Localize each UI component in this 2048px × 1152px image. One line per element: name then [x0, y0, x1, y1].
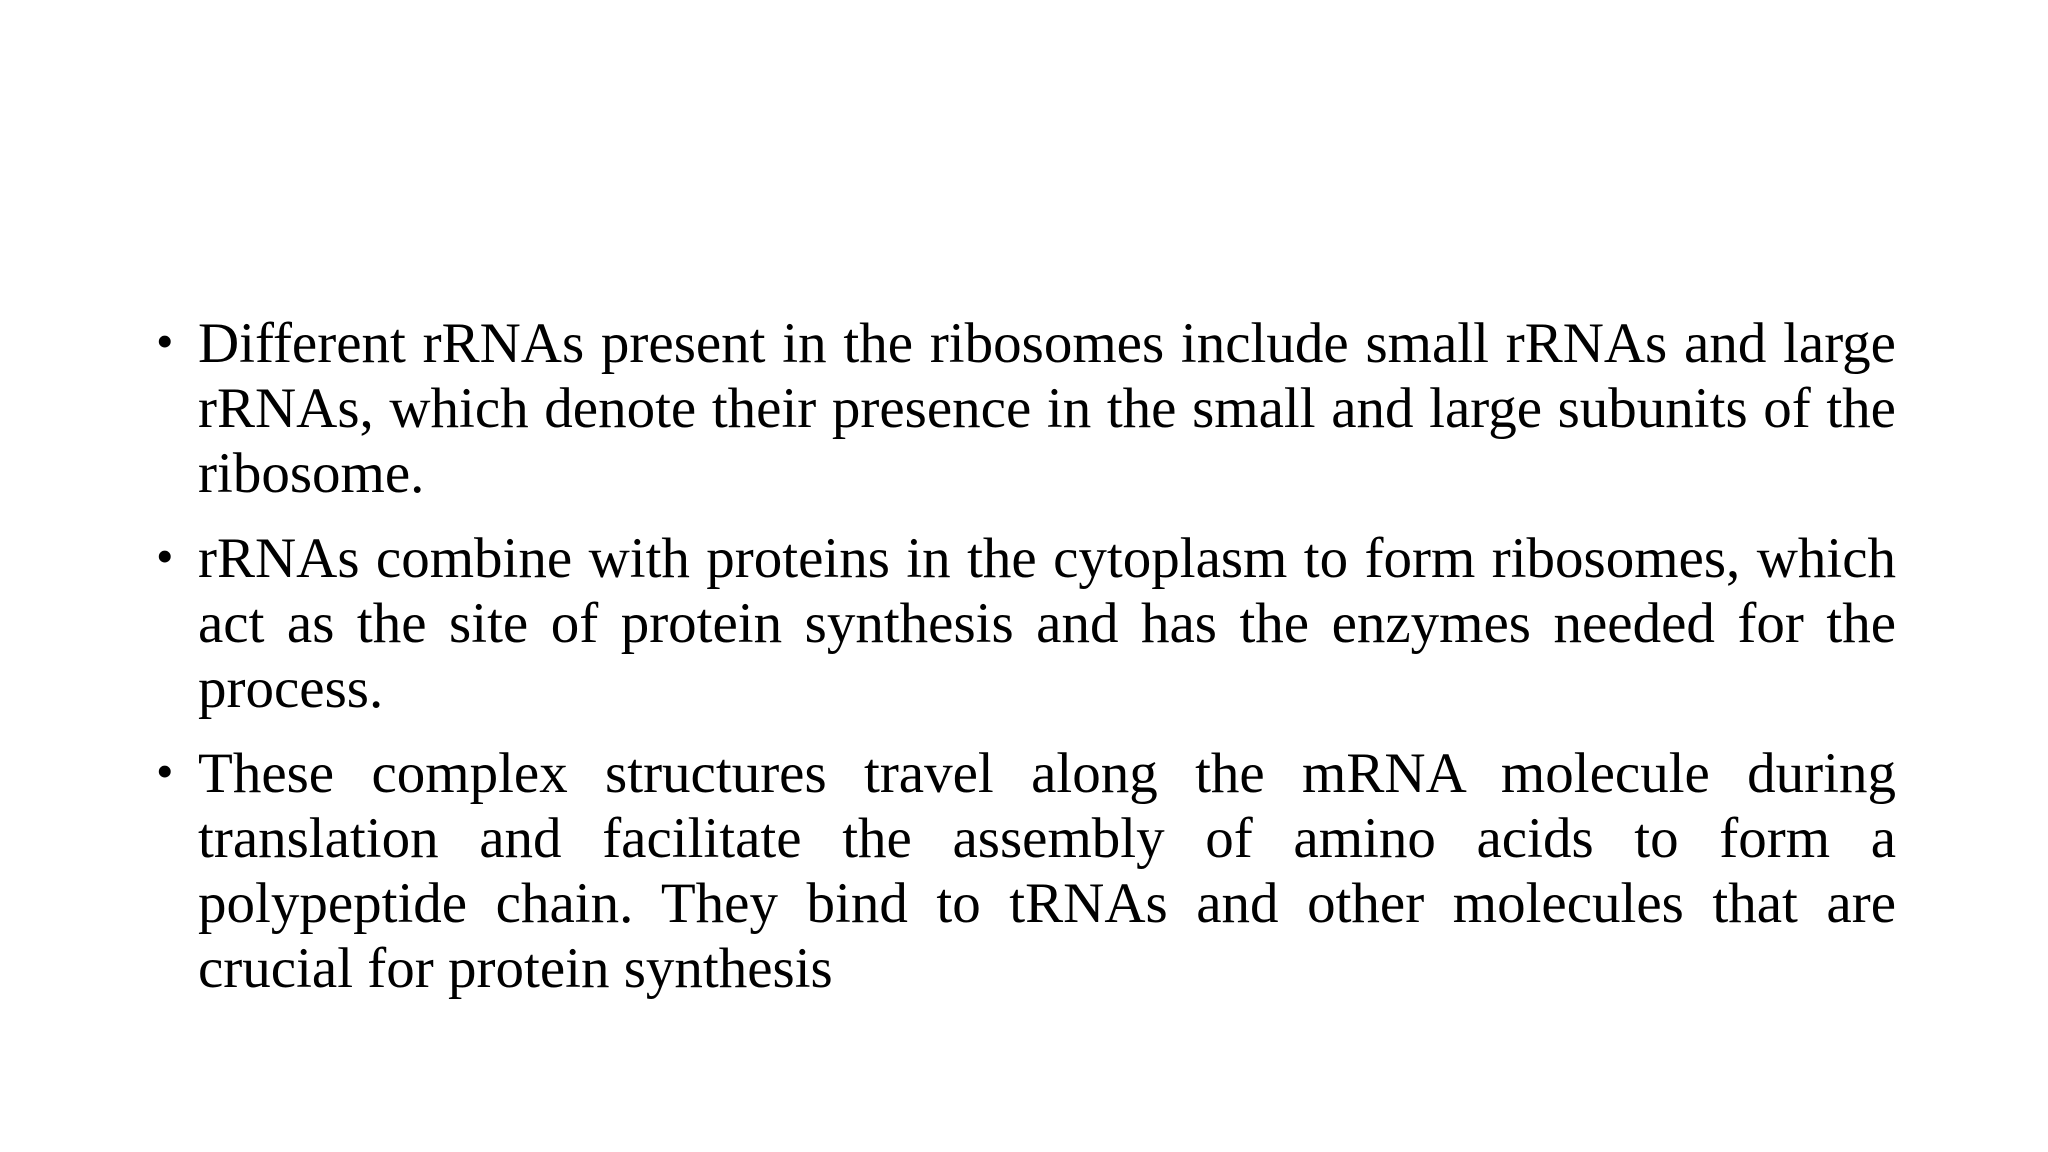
- bullet-text: rRNAs combine with proteins in the cytoplasm to form ribosomes, which act as the site of protein synthesis and has the enzymes needed for the process.: [198, 527, 1896, 720]
- bullet-icon: •: [156, 743, 174, 799]
- bullet-item: [150, 311, 1896, 506]
- bullet-icon: •: [156, 313, 174, 369]
- bullet-item: [150, 741, 1896, 1001]
- slide-body: [150, 311, 1896, 1021]
- bullet-item: [150, 526, 1896, 721]
- bullet-text: Different rRNAs present in the ribosomes include small rRNAs and large rRNAs, which denote their presence in the small and large subunits of the ribosome.: [198, 312, 1896, 505]
- bullet-icon: •: [156, 528, 174, 584]
- bullet-text: These complex structures travel along the mRNA molecule during translation and facilitate the assembly of amino acids to form a polypeptide chain. They bind to tRNAs and other molecules that are crucial for protein synthesis: [198, 742, 1896, 1000]
- bullet-list: [150, 311, 1896, 1001]
